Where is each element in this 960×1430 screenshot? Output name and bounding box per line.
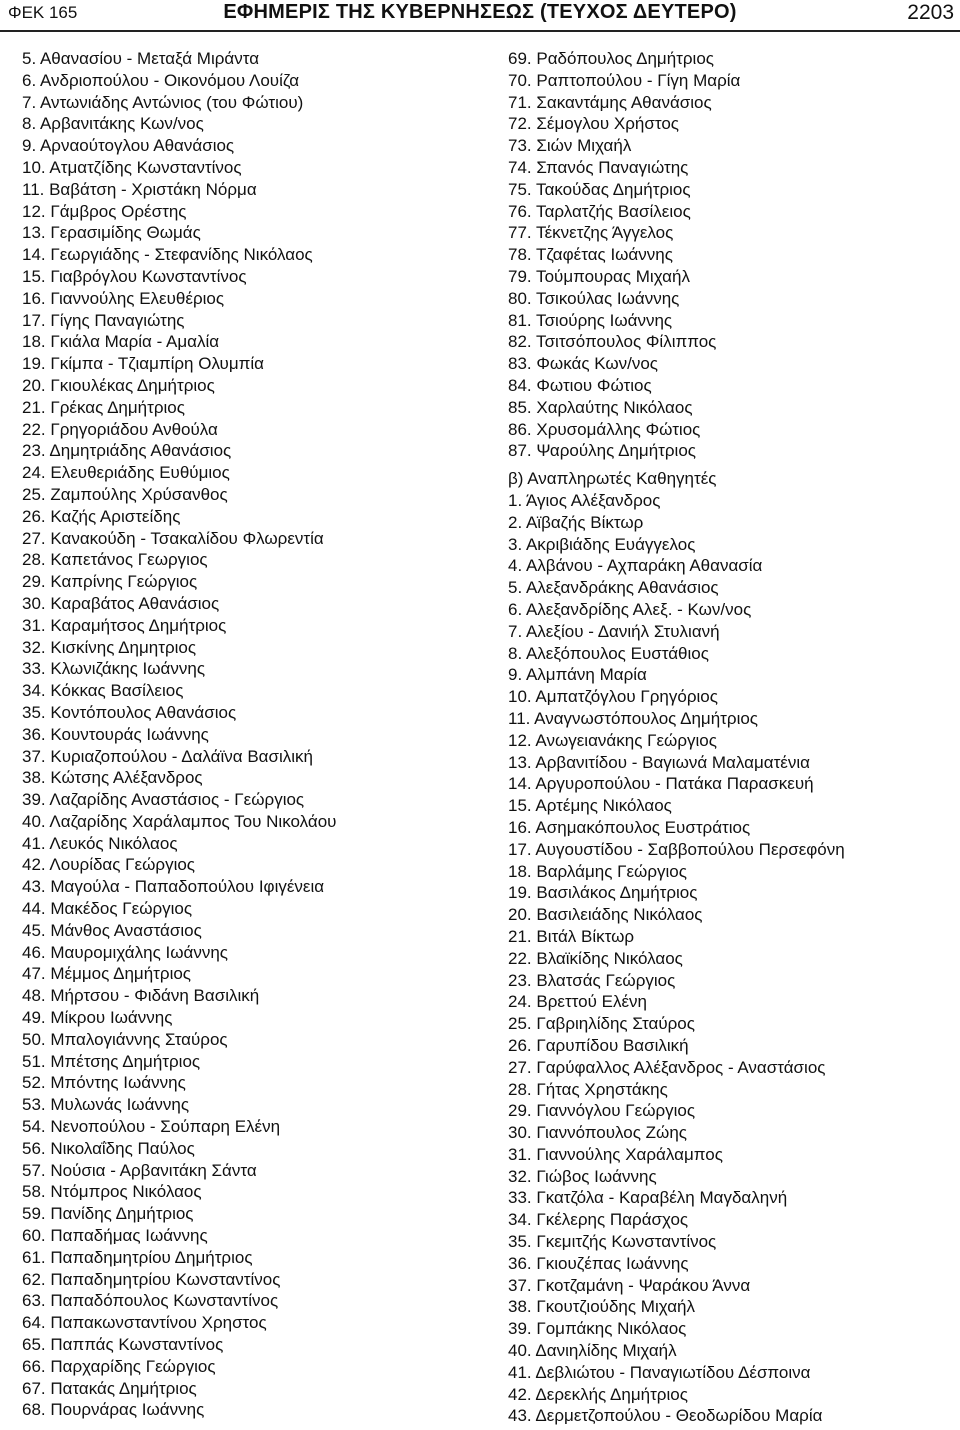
list-item: 85. Χαρλαύτης Νικόλαος	[508, 397, 693, 417]
list-item: 68. Πουρνάρας Ιωάννης	[22, 1400, 205, 1420]
list-item: 28. Γήτας Χρηστάκης	[508, 1079, 668, 1099]
list-item: 83. Φωκάς Κων/νος	[508, 354, 659, 374]
list-item: 41. Δεβλιώτου - Παναγιωτίδου Δέσποινα	[508, 1362, 811, 1382]
list-item: 78. Τζαφέτας Ιωάννης	[508, 245, 673, 265]
list-item: 37. Κυριαζοπούλου - Δαλάϊνα Βασιλική	[22, 746, 313, 766]
list-item: 70. Ραπτοπούλου - Γίγη Μαρία	[508, 70, 741, 90]
list-item: 87. Ψαρούλης Δημήτριος	[508, 441, 696, 461]
list-item: 76. Ταρλατζής Βασίλειος	[508, 201, 691, 221]
list-item: 43. Μαγούλα - Παπαδοπούλου Ιφιγένεια	[22, 877, 325, 897]
list-item: 74. Σπανός Παναγιώτης	[508, 157, 689, 177]
list-item: 34. Κόκκας Βασίλειος	[22, 681, 184, 701]
list-item: 4. Αλβάνου - Αχπαράκη Αθανασία	[508, 556, 763, 576]
list-item: 42. Δερεκλής Δημήτριος	[508, 1384, 688, 1404]
right-column-list	[508, 48, 954, 462]
list-item: 63. Παπαδόπουλος Κωνσταντίνος	[22, 1291, 279, 1311]
gazette-title: ΕΦΗΜΕΡΙΣ ΤΗΣ ΚΥΒΕΡΝΗΣΕΩΣ (ΤΕΥΧΟΣ ΔΕΥΤΕΡΟ)	[223, 1, 737, 23]
list-item: 33. Κλωνιζάκης Ιωάννης	[22, 659, 206, 679]
list-item: 11. Βαβάτση - Χριστάκη Νόρμα	[22, 179, 257, 199]
list-item: 47. Μέμμος Δημήτριος	[22, 964, 191, 984]
list-item: 7. Αντωνιάδης Αντώνιος (του Φώτιου)	[22, 92, 304, 112]
list-item: 18. Γκιάλα Μαρία - Αμαλία	[22, 332, 220, 352]
list-item: 15. Αρτέμης Νικόλαος	[508, 796, 672, 816]
list-item: 71. Σακαντάμης Αθανάσιος	[508, 92, 712, 112]
list-item: 33. Γκατζόλα - Καραβέλη Μαγδαληνή	[508, 1188, 788, 1208]
list-item: 39. Γομπάκης Νικόλαος	[508, 1319, 687, 1339]
list-item: 23. Βλατσάς Γεώργιος	[508, 970, 676, 990]
list-item: 7. Αλεξίου - Δανιήλ Στυλιανή	[508, 621, 720, 641]
list-item: 73. Σιών Μιχαήλ	[508, 136, 632, 156]
list-item: 5. Αλεξανδράκης Αθανάσιος	[508, 578, 719, 598]
list-item: 10. Αμπατζόγλου Γρηγόριος	[508, 687, 718, 707]
list-item: 48. Μήρτσου - Φιδάνη Βασιλική	[22, 986, 260, 1006]
list-item: 44. Μακέδος Γεώργιος	[22, 899, 193, 919]
list-item: 79. Τούμπουρας Μιχαήλ	[508, 266, 690, 286]
list-item: 26. Καζής Αριστείδης	[22, 506, 181, 526]
list-item: 16. Γιαννούλης Ελευθέριος	[22, 288, 225, 308]
list-item: 42. Λουρίδας Γεώργιος	[22, 855, 195, 875]
list-item: 9. Αρναούτογλου Αθανάσιος	[22, 136, 235, 156]
list-item: 14. Αργυροπούλου - Πατάκα Παρασκευή	[508, 774, 814, 794]
list-item: 12. Ανωγειανάκης Γεώργιος	[508, 730, 717, 750]
list-item: 69. Ραδόπουλος Δημήτριος	[508, 49, 714, 68]
list-item: 39. Λαζαρίδης Αναστάσιος - Γεώργιος	[22, 790, 305, 810]
list-item: 65. Παππάς Κωνσταντίνος	[22, 1335, 224, 1355]
list-item: 8. Αλεξόπουλος Ευστάθιος	[508, 643, 709, 663]
list-item: 5. Αθανασίου - Μεταξά Μιράντα	[22, 49, 260, 68]
list-item: 58. Ντόμπρος Νικόλαος	[22, 1182, 202, 1202]
list-item: 46. Μαυρομιχάλης Ιωάννης	[22, 942, 228, 962]
list-item: 28. Καπετάνος Γεωργιος	[22, 550, 208, 570]
list-item: 22. Γρηγοριάδου Ανθούλα	[22, 419, 218, 439]
list-item: 17. Γίγης Παναγιώτης	[22, 310, 185, 330]
page-number: 2203	[907, 1, 954, 24]
list-item: 27. Κανακούδη - Τσακαλίδου Φλωρεντία	[22, 528, 324, 548]
list-item: 30. Γιαννόπουλος Ζώης	[508, 1123, 687, 1143]
list-item: 77. Τέκνετζης Άγγελος	[508, 223, 674, 243]
list-item: 72. Σέμογλου Χρήστος	[508, 114, 679, 134]
list-item: 15. Γιαβρόγλου Κωνσταντίνος	[22, 266, 247, 286]
list-item: 6. Αλεξανδρίδης Αλεξ. - Κων/νος	[508, 599, 752, 619]
gazette-issue: ΦΕΚ 165	[8, 3, 78, 22]
list-item: 17. Αυγουστίδου - Σαββοπούλου Περσεφόνη	[508, 839, 845, 859]
list-item: 82. Τσιτσόπουλος Φίλιππος	[508, 332, 717, 352]
list-item: 14. Γεωργιάδης - Στεφανίδης Νικόλαος	[22, 245, 313, 265]
list-item: 75. Τακούδας Δημήτριος	[508, 179, 691, 199]
list-item: 57. Νούσια - Αρβανιτάκη Σάντα	[22, 1160, 257, 1180]
list-item: 25. Ζαμπούλης Χρύσανθος	[22, 484, 228, 504]
list-item: 21. Βιτάλ Βίκτωρ	[508, 926, 635, 946]
list-item: 62. Παπαδημητρίου Κωνσταντίνος	[22, 1269, 281, 1289]
list-item: 37. Γκοτζαμάνη - Ψαράκου Άννα	[508, 1275, 751, 1295]
list-item: 31. Γιαννούλης Χαράλαμπος	[508, 1144, 723, 1164]
list-item: 81. Τσιούρης Ιωάννης	[508, 310, 673, 330]
list-item: 40. Δανιηλίδης Μιχαήλ	[508, 1341, 677, 1361]
list-item: 61. Παπαδημητρίου Δημήτριος	[22, 1247, 253, 1267]
associate-professors-list	[508, 490, 845, 1427]
list-item: 43. Δερμετζοπούλου - Θεοδωρίδου Μαρία	[508, 1406, 823, 1426]
list-item: 23. Δημητριάδης Αθανάσιος	[22, 441, 232, 461]
list-item: 35. Κοντόπουλος Αθανάσιος	[22, 702, 237, 722]
list-item: 53. Μυλωνάς Ιωάννης	[22, 1095, 190, 1115]
list-item: 6. Ανδριοπούλου - Οικονόμου Λουίζα	[22, 70, 300, 90]
list-item: 26. Γαρυπίδου Βασιλική	[508, 1035, 689, 1055]
list-item: 51. Μπέτσης Δημήτριος	[22, 1051, 201, 1071]
right-subsection	[508, 462, 845, 1427]
list-item: 20. Βασιλειάδης Νικόλαος	[508, 905, 703, 925]
list-item: 20. Γκιουλέκας Δημήτριος	[22, 375, 215, 395]
subsection-heading: β) Αναπληρωτές Καθηγητές	[508, 469, 717, 489]
list-item: 31. Καραμήτσος Δημήτριος	[22, 615, 227, 635]
list-item: 25. Γαβριηλίδης Σταύρος	[508, 1014, 695, 1034]
list-item: 56. Νικολαΐδης Παύλος	[22, 1138, 195, 1158]
list-item: 49. Μίκρου Ιωάννης	[22, 1008, 173, 1028]
list-item: 27. Γαρύφαλλος Αλέξανδρος - Αναστάσιος	[508, 1057, 826, 1077]
list-item: 18. Βαρλάμης Γεώργιος	[508, 861, 687, 881]
list-item: 80. Τσικούλας Ιωάννης	[508, 288, 680, 308]
page-header	[0, 0, 960, 32]
list-item: 52. Μπόντης Ιωάννης	[22, 1073, 186, 1093]
list-item: 86. Χρυσομάλλης Φώτιος	[508, 419, 701, 439]
list-item: 36. Γκιουζέπας Ιωάννης	[508, 1253, 689, 1273]
list-item: 13. Γερασιμίδης Θωμάς	[22, 223, 201, 243]
list-item: 41. Λευκός Νικόλαος	[22, 833, 178, 853]
list-item: 59. Πανίδης Δημήτριος	[22, 1204, 194, 1224]
list-item: 12. Γάμβρος Ορέστης	[22, 201, 187, 221]
list-item: 34. Γκέλερης Παράσχος	[508, 1210, 689, 1230]
list-item: 30. Καραβάτος Αθανάσιος	[22, 593, 220, 613]
list-item: 21. Γρέκας Δημήτριος	[22, 397, 185, 417]
list-item: 2. Αϊβαζής Βίκτωρ	[508, 512, 644, 532]
list-item: 29. Καπρίνης Γεώργιος	[22, 572, 198, 592]
list-item: 24. Ελευθεριάδης Ευθύμιος	[22, 463, 230, 483]
list-item: 38. Κώτσης Αλέξανδρος	[22, 768, 203, 788]
list-item: 22. Βλαϊκίδης Νικόλαος	[508, 948, 683, 968]
list-item: 36. Κουντουράς Ιωάννης	[22, 724, 209, 744]
list-item: 35. Γκεμιτζής Κωνσταντίνος	[508, 1232, 717, 1252]
list-item: 19. Βασιλάκος Δημήτριος	[508, 883, 698, 903]
list-item: 64. Παπακωνσταντίνου Χρηστος	[22, 1313, 267, 1333]
list-item: 1. Άγιος Αλέξανδρος	[508, 490, 661, 510]
list-item: 40. Λαζαρίδης Χαράλαμπος Του Νικολάου	[22, 811, 337, 831]
list-item: 24. Βρεττού Ελένη	[508, 992, 647, 1012]
list-item: 11. Αναγνωστόπουλος Δημήτριος	[508, 708, 758, 728]
list-item: 50. Μπαλογιάννης Σταύρος	[22, 1029, 228, 1049]
list-item: 38. Γκουτζιούδης Μιχαήλ	[508, 1297, 695, 1317]
list-item: 19. Γκίμπα - Τζιαμπίρη Ολυμπία	[22, 354, 264, 374]
list-item: 66. Παρχαρίδης Γεώργιος	[22, 1356, 216, 1376]
list-item: 16. Ασημακόπουλος Ευστράτιος	[508, 817, 751, 837]
list-item: 13. Αρβανιτίδου - Βαγιωνά Μαλαματένια	[508, 752, 810, 772]
list-item: 84. Φωτιου Φώτιος	[508, 375, 652, 395]
list-item: 45. Μάνθος Αναστάσιος	[22, 920, 202, 940]
list-item: 8. Αρβανιτάκης Κων/νος	[22, 114, 204, 134]
list-item: 3. Ακριβιάδης Ευάγγελος	[508, 534, 696, 554]
left-column-list	[22, 48, 462, 1421]
list-item: 32. Κισκίνης Δημητριος	[22, 637, 197, 657]
list-item: 54. Νενοπούλου - Σούπαρη Ελένη	[22, 1117, 281, 1137]
list-item: 29. Γιαννόγλου Γεώργιος	[508, 1101, 696, 1121]
list-item: 60. Παπαδήμας Ιωάννης	[22, 1226, 208, 1246]
list-item: 9. Αλμπάνη Μαρία	[508, 665, 647, 685]
list-item: 32. Γιώβος Ιωάννης	[508, 1166, 657, 1186]
list-item: 67. Πατακάς Δημήτριος	[22, 1378, 197, 1398]
list-item: 10. Ατματζίδης Κωνσταντίνος	[22, 157, 242, 177]
